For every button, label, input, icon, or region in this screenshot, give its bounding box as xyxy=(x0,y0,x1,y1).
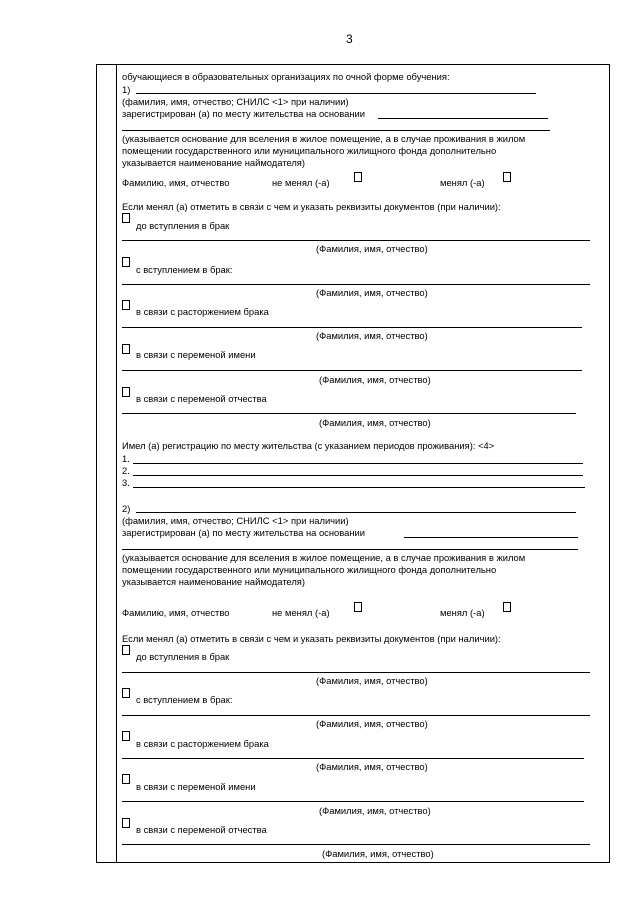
person-1-reason-1-caption: (Фамилия, имя, отчество) xyxy=(316,243,428,254)
person-2-reason-2-field[interactable] xyxy=(122,715,590,716)
person-2-registered-label: зарегистрирован (а) по месту жительства на основании xyxy=(122,527,365,538)
person-2-reason-4-checkbox[interactable] xyxy=(122,774,130,784)
person-1-reason-4-field[interactable] xyxy=(122,370,582,371)
person-1-reason-2-checkbox[interactable] xyxy=(122,257,130,267)
person-1-reason-4-checkbox[interactable] xyxy=(122,344,130,354)
person-2-registered-basis-field[interactable] xyxy=(404,537,578,538)
person-1-reason-3-field[interactable] xyxy=(122,327,582,328)
registration-history-item-2: 2. xyxy=(122,465,130,476)
person-2-reason-2-checkbox[interactable] xyxy=(122,688,130,698)
person-1-reason-2-field[interactable] xyxy=(122,284,590,285)
registration-history-field-2[interactable] xyxy=(133,475,583,476)
person-2-reason-3-checkbox[interactable] xyxy=(122,731,130,741)
person-2-reason-4-field[interactable] xyxy=(122,801,584,802)
person-2-reason-5-checkbox[interactable] xyxy=(122,818,130,828)
person-1-changed-label: менял (-а) xyxy=(440,177,485,188)
page-number: 3 xyxy=(346,32,353,46)
person-2-reason-1-label: до вступления в брак xyxy=(136,651,230,662)
person-2-reason-3-caption: (Фамилия, имя, отчество) xyxy=(316,761,428,772)
person-1-reason-1-label: до вступления в брак xyxy=(136,220,230,231)
person-1-fio-field[interactable] xyxy=(136,93,536,94)
registration-history-field-1[interactable] xyxy=(133,463,583,464)
person-2-basis-note-1: (указывается основание для вселения в жилое помещение, а в случае проживания в жилом xyxy=(122,552,526,563)
person-2-reason-5-caption: (Фамилия, имя, отчество) xyxy=(322,848,434,859)
person-1-registered-basis-field[interactable] xyxy=(378,118,548,119)
person-1-basis-note-3: указывается наименование наймодателя) xyxy=(122,157,306,168)
person-1-not-changed-label: не менял (-а) xyxy=(272,177,330,188)
person-1-fio-caption: (фамилия, имя, отчество; СНИЛС <1> при наличии) xyxy=(122,96,349,107)
person-1-reason-4-caption: (Фамилия, имя, отчество) xyxy=(319,374,431,385)
person-1-reason-2-caption: (Фамилия, имя, отчество) xyxy=(316,287,428,298)
person-1-number: 1) xyxy=(122,84,131,95)
registration-history-title: Имел (а) регистрацию по месту жительства (с указанием периодов проживания): <4> xyxy=(122,440,495,451)
person-2-reason-1-checkbox[interactable] xyxy=(122,645,130,655)
person-2-changed-checkbox[interactable] xyxy=(503,602,511,612)
person-2-reason-5-label: в связи с переменой отчества xyxy=(136,824,267,835)
person-1-reason-3-caption: (Фамилия, имя, отчество) xyxy=(316,330,428,341)
person-1-reason-1-field[interactable] xyxy=(122,240,590,241)
person-2-reason-5-field[interactable] xyxy=(122,844,590,845)
person-1-reason-5-label: в связи с переменой отчества xyxy=(136,393,267,404)
registration-history-field-3[interactable] xyxy=(133,487,585,488)
registration-history-item-3: 3. xyxy=(122,477,130,488)
person-2-reason-3-field[interactable] xyxy=(122,758,584,759)
person-1-reason-3-checkbox[interactable] xyxy=(122,300,130,310)
person-1-reason-5-checkbox[interactable] xyxy=(122,387,130,397)
person-2-reason-1-field[interactable] xyxy=(122,672,590,673)
person-1-changed-checkbox[interactable] xyxy=(503,172,511,182)
person-2-reason-4-label: в связи с переменой имени xyxy=(136,781,256,792)
person-2-reason-2-label: с вступлением в брак: xyxy=(136,694,233,705)
person-2-basis-note-2: помещении государственного или муниципального жилищного фонда дополнительно xyxy=(122,564,497,575)
person-2-reason-3-label: в связи с расторжением брака xyxy=(136,738,269,749)
person-2-basis-note-3: указывается наименование наймодателя) xyxy=(122,576,306,587)
person-1-reason-1-checkbox[interactable] xyxy=(122,213,130,223)
person-2-fio-field[interactable] xyxy=(136,512,576,513)
person-2-fio-changed-label: Фамилию, имя, отчество xyxy=(122,607,230,618)
person-1-not-changed-checkbox[interactable] xyxy=(354,172,362,182)
person-2-fio-caption: (фамилия, имя, отчество; СНИЛС <1> при наличии) xyxy=(122,515,349,526)
person-2-not-changed-label: не менял (-а) xyxy=(272,607,330,618)
person-2-basis-detail-field[interactable] xyxy=(122,549,578,550)
person-1-basis-note-1: (указывается основание для вселения в жилое помещение, а в случае проживания в жилом xyxy=(122,133,526,144)
person-1-reason-5-caption: (Фамилия, имя, отчество) xyxy=(319,417,431,428)
intro-text: обучающиеся в образовательных организациях по очной форме обучения: xyxy=(122,71,450,82)
person-1-fio-changed-label: Фамилию, имя, отчество xyxy=(122,177,230,188)
form-left-column-divider xyxy=(116,64,117,863)
person-1-basis-note-2: помещении государственного или муниципального жилищного фонда дополнительно xyxy=(122,145,497,156)
registration-history-item-1: 1. xyxy=(122,453,130,464)
person-2-not-changed-checkbox[interactable] xyxy=(354,602,362,612)
person-1-basis-detail-field[interactable] xyxy=(122,130,550,131)
person-1-reason-3-label: в связи с расторжением брака xyxy=(136,306,269,317)
person-2-reason-1-caption: (Фамилия, имя, отчество) xyxy=(316,675,428,686)
person-2-reason-4-caption: (Фамилия, имя, отчество) xyxy=(319,805,431,816)
person-2-changed-label: менял (-а) xyxy=(440,607,485,618)
person-1-registered-label: зарегистрирован (а) по месту жительства на основании xyxy=(122,108,365,119)
person-1-reason-5-field[interactable] xyxy=(122,413,576,414)
person-1-reason-2-label: с вступлением в брак: xyxy=(136,264,233,275)
person-2-if-changed-text: Если менял (а) отметить в связи с чем и указать реквизиты документов (при наличии): xyxy=(122,633,501,644)
person-2-number: 2) xyxy=(122,503,131,514)
person-1-if-changed-text: Если менял (а) отметить в связи с чем и указать реквизиты документов (при наличии): xyxy=(122,201,501,212)
person-1-reason-4-label: в связи с переменой имени xyxy=(136,349,256,360)
person-2-reason-2-caption: (Фамилия, имя, отчество) xyxy=(316,718,428,729)
